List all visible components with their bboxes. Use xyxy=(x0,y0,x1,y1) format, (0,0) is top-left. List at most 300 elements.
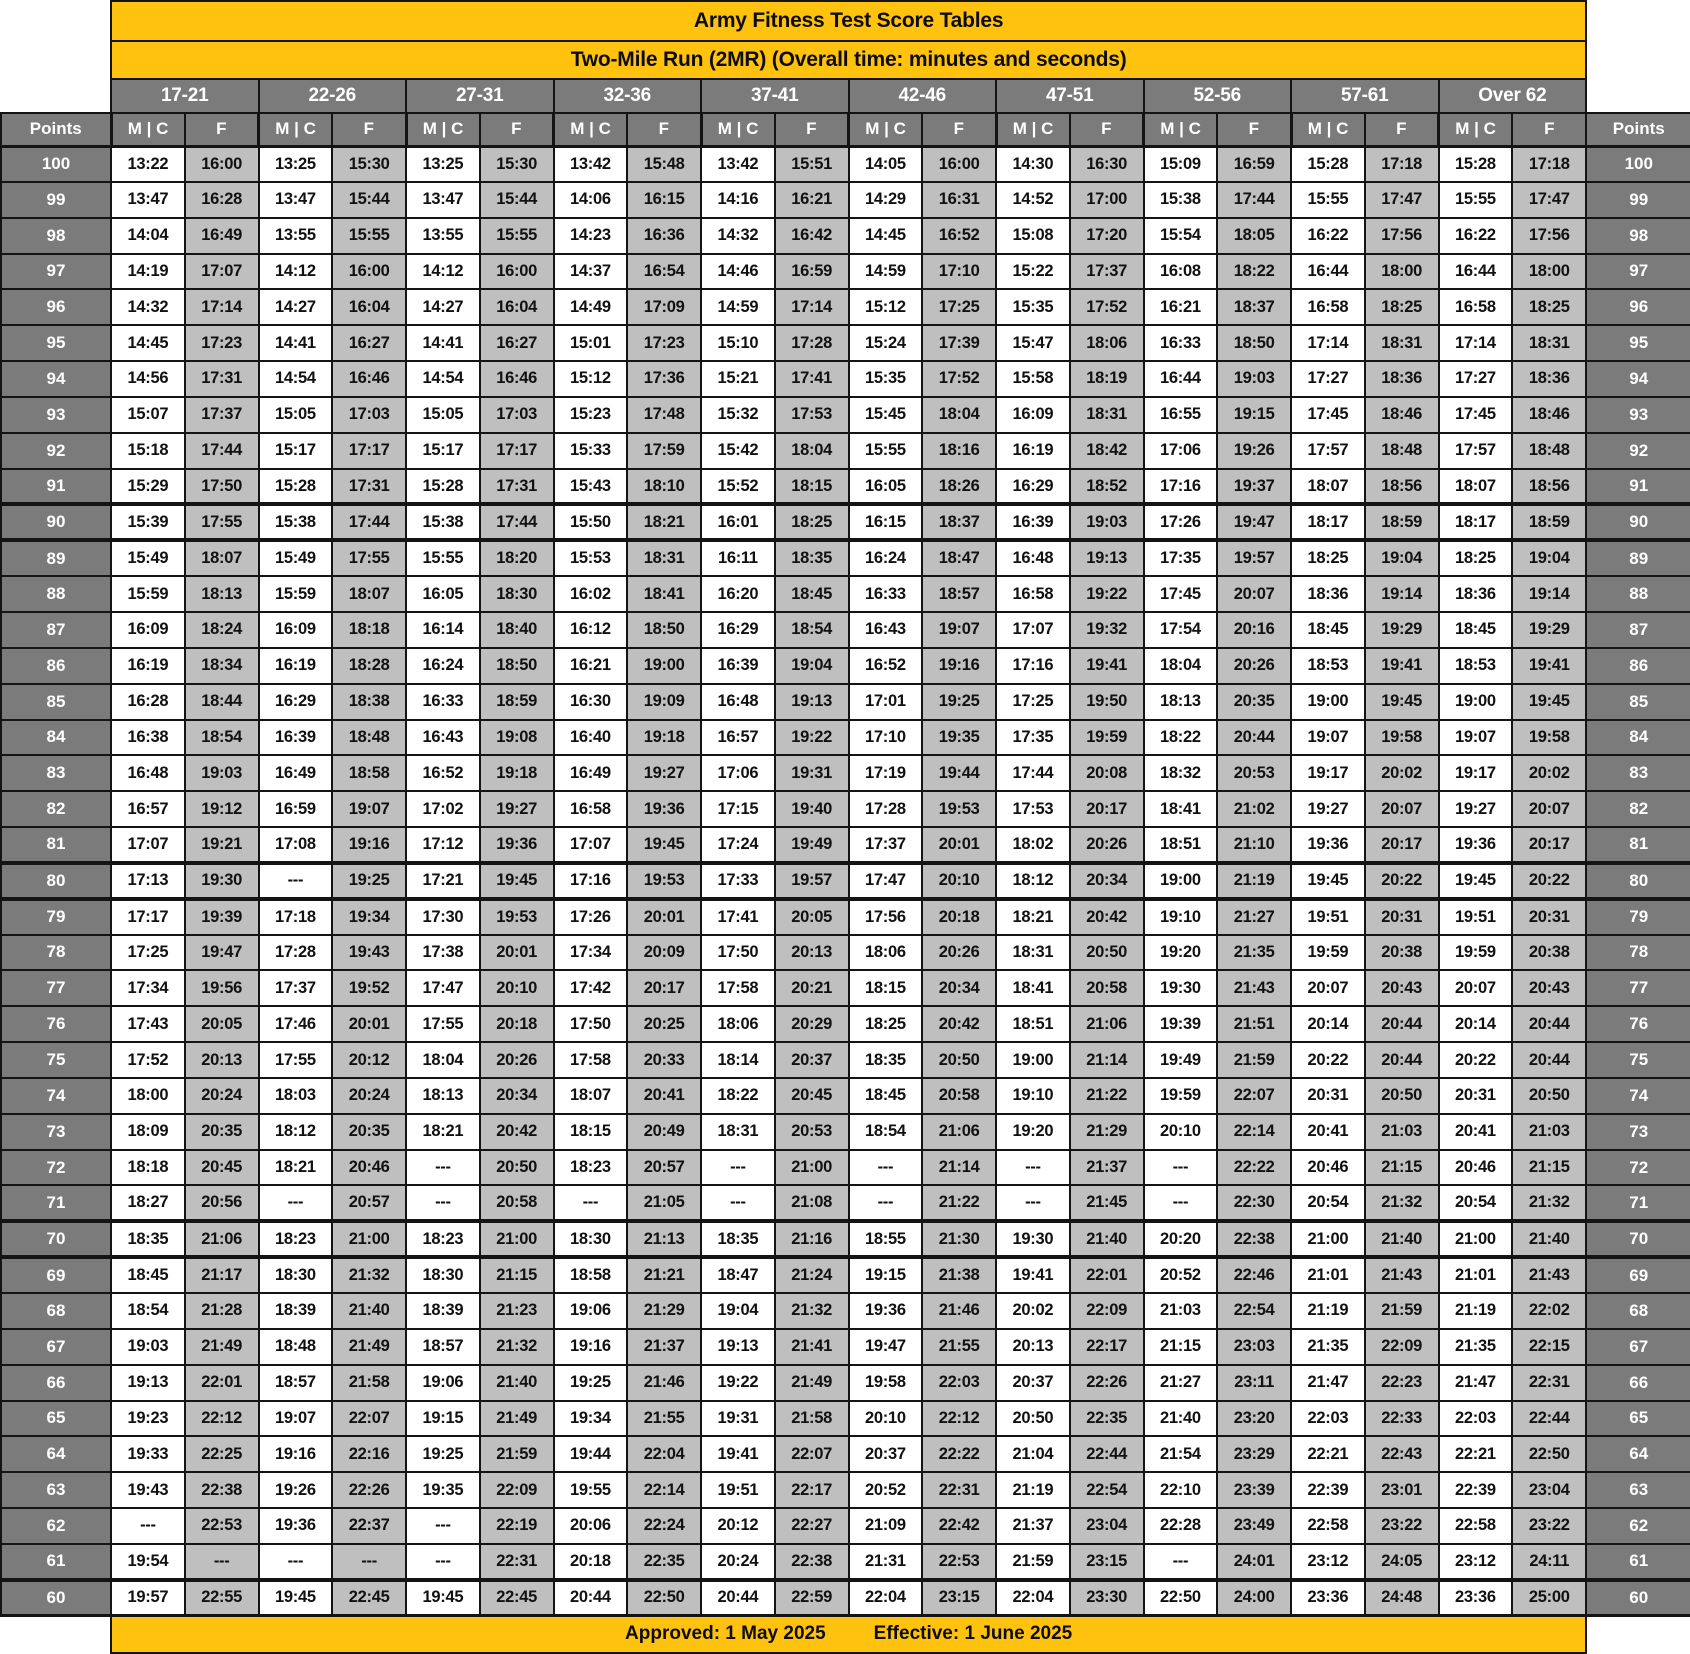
time-cell: 18:13 xyxy=(185,576,259,612)
time-cell: 20:50 xyxy=(996,1401,1070,1437)
time-cell: 20:22 xyxy=(1365,863,1439,899)
time-cell: 20:58 xyxy=(480,1185,554,1221)
time-cell: 22:50 xyxy=(1512,1436,1586,1472)
time-cell: 17:45 xyxy=(1144,576,1218,612)
time-cell: 19:31 xyxy=(775,755,849,791)
table-row xyxy=(1,576,1690,612)
time-cell: 20:10 xyxy=(922,863,996,899)
time-cell: 13:55 xyxy=(406,218,480,254)
time-cell: 18:45 xyxy=(849,1078,923,1114)
time-cell: 16:00 xyxy=(480,254,554,290)
time-cell: 17:56 xyxy=(849,899,923,935)
points-cell-right: 76 xyxy=(1586,1006,1690,1042)
time-cell: 14:54 xyxy=(259,361,333,397)
time-cell: 19:25 xyxy=(554,1365,628,1401)
time-cell: 20:31 xyxy=(1365,899,1439,935)
time-cell: 16:44 xyxy=(1144,361,1218,397)
points-cell-right: 61 xyxy=(1586,1544,1690,1580)
time-cell: 23:12 xyxy=(1291,1544,1365,1580)
time-cell: 19:18 xyxy=(480,755,554,791)
mc-header: M | C xyxy=(701,113,775,146)
time-cell: 19:04 xyxy=(1512,540,1586,576)
time-cell: 21:55 xyxy=(627,1401,701,1437)
time-cell: 15:12 xyxy=(849,289,923,325)
time-cell: 18:35 xyxy=(849,1042,923,1078)
table-row xyxy=(1,648,1690,684)
time-cell: 17:25 xyxy=(111,935,185,971)
time-cell: 21:15 xyxy=(1365,1150,1439,1186)
time-cell: 15:38 xyxy=(406,504,480,540)
time-cell: 17:14 xyxy=(1291,325,1365,361)
time-cell: 21:35 xyxy=(1217,935,1291,971)
time-cell: 20:54 xyxy=(1439,1185,1513,1221)
time-cell: 21:46 xyxy=(627,1365,701,1401)
time-cell: 19:33 xyxy=(111,1436,185,1472)
time-cell: 21:05 xyxy=(627,1185,701,1221)
table-row xyxy=(1,218,1690,254)
time-cell: 22:54 xyxy=(1217,1293,1291,1329)
time-cell: 21:03 xyxy=(1512,1114,1586,1150)
time-cell: 17:06 xyxy=(1144,433,1218,469)
time-cell: 22:45 xyxy=(332,1580,406,1616)
time-cell: 17:25 xyxy=(922,289,996,325)
time-cell: 16:12 xyxy=(554,612,628,648)
time-cell: 20:01 xyxy=(922,827,996,863)
time-cell: 20:25 xyxy=(627,1006,701,1042)
time-cell: 17:27 xyxy=(1291,361,1365,397)
time-cell: 21:03 xyxy=(1365,1114,1439,1150)
time-cell: 23:29 xyxy=(1217,1436,1291,1472)
time-cell: 17:07 xyxy=(185,254,259,290)
time-cell: 19:39 xyxy=(1144,1006,1218,1042)
time-cell: 19:44 xyxy=(554,1436,628,1472)
time-cell: 18:47 xyxy=(922,540,996,576)
time-cell: 18:31 xyxy=(701,1114,775,1150)
time-cell: 19:07 xyxy=(1439,720,1513,756)
time-cell: 22:14 xyxy=(1217,1114,1291,1150)
time-cell: 16:44 xyxy=(1439,254,1513,290)
time-cell: 23:39 xyxy=(1217,1472,1291,1508)
time-cell: 16:30 xyxy=(1070,146,1144,182)
time-cell: --- xyxy=(849,1150,923,1186)
time-cell: 16:52 xyxy=(849,648,923,684)
time-cell: 17:57 xyxy=(1291,433,1365,469)
time-cell: 19:29 xyxy=(1512,612,1586,648)
time-cell: 16:46 xyxy=(332,361,406,397)
time-cell: 20:17 xyxy=(627,970,701,1006)
time-cell: 21:14 xyxy=(922,1150,996,1186)
time-cell: 21:55 xyxy=(922,1329,996,1365)
time-cell: 15:05 xyxy=(406,397,480,433)
points-cell-left: 66 xyxy=(1,1365,111,1401)
time-cell: 16:05 xyxy=(849,469,923,505)
time-cell: 22:37 xyxy=(332,1508,406,1544)
time-cell: 17:02 xyxy=(406,791,480,827)
time-cell: 16:43 xyxy=(406,720,480,756)
points-cell-left: 69 xyxy=(1,1257,111,1293)
time-cell: 18:30 xyxy=(259,1257,333,1293)
time-cell: 22:38 xyxy=(185,1472,259,1508)
time-cell: 19:25 xyxy=(332,863,406,899)
time-cell: 17:30 xyxy=(406,899,480,935)
time-cell: 18:15 xyxy=(554,1114,628,1150)
time-cell: 18:40 xyxy=(480,612,554,648)
time-cell: 18:06 xyxy=(701,1006,775,1042)
points-cell-left: 89 xyxy=(1,540,111,576)
time-cell: 19:03 xyxy=(111,1329,185,1365)
points-cell-right: 98 xyxy=(1586,218,1690,254)
time-cell: 19:59 xyxy=(1439,935,1513,971)
table-row xyxy=(1,1150,1690,1186)
time-cell: 19:41 xyxy=(1365,648,1439,684)
points-cell-left: 81 xyxy=(1,827,111,863)
time-cell: 17:55 xyxy=(185,504,259,540)
time-cell: 18:25 xyxy=(1439,540,1513,576)
points-header-right: Points xyxy=(1586,113,1690,146)
time-cell: 19:53 xyxy=(922,791,996,827)
time-cell: 18:31 xyxy=(627,540,701,576)
table-row xyxy=(1,1257,1690,1293)
time-cell: 16:42 xyxy=(775,218,849,254)
time-cell: 17:37 xyxy=(849,827,923,863)
points-cell-right: 91 xyxy=(1586,469,1690,505)
mc-header: M | C xyxy=(1439,113,1513,146)
time-cell: 17:35 xyxy=(1144,540,1218,576)
points-cell-left: 98 xyxy=(1,218,111,254)
time-cell: 20:24 xyxy=(185,1078,259,1114)
time-cell: 22:42 xyxy=(922,1508,996,1544)
time-cell: 19:41 xyxy=(701,1436,775,1472)
time-cell: 19:53 xyxy=(627,863,701,899)
time-cell: 19:00 xyxy=(1291,684,1365,720)
time-cell: 18:19 xyxy=(1070,361,1144,397)
time-cell: 19:27 xyxy=(1439,791,1513,827)
time-cell: 20:53 xyxy=(1217,755,1291,791)
time-cell: 16:19 xyxy=(111,648,185,684)
table-row xyxy=(1,146,1690,182)
time-cell: 18:56 xyxy=(1365,469,1439,505)
time-cell: 18:45 xyxy=(775,576,849,612)
time-cell: 17:44 xyxy=(996,755,1070,791)
time-cell: 15:47 xyxy=(996,325,1070,361)
time-cell: 22:22 xyxy=(922,1436,996,1472)
time-cell: 18:56 xyxy=(1512,469,1586,505)
time-cell: 16:09 xyxy=(996,397,1070,433)
time-cell: 17:23 xyxy=(627,325,701,361)
age-group-header: 22-26 xyxy=(259,79,407,113)
time-cell: 17:47 xyxy=(849,863,923,899)
time-cell: 20:13 xyxy=(185,1042,259,1078)
time-cell: 16:46 xyxy=(480,361,554,397)
mc-header: M | C xyxy=(111,113,185,146)
time-cell: 20:01 xyxy=(480,935,554,971)
time-cell: 15:55 xyxy=(849,433,923,469)
points-cell-right: 84 xyxy=(1586,720,1690,756)
time-cell: 19:22 xyxy=(1070,576,1144,612)
time-cell: 17:03 xyxy=(332,397,406,433)
time-cell: 21:28 xyxy=(185,1293,259,1329)
time-cell: 16:01 xyxy=(701,504,775,540)
time-cell: 19:57 xyxy=(775,863,849,899)
time-cell: 19:17 xyxy=(1291,755,1365,791)
title-row xyxy=(1,1,1690,41)
time-cell: 20:54 xyxy=(1291,1185,1365,1221)
time-cell: 17:55 xyxy=(332,540,406,576)
time-cell: 20:37 xyxy=(849,1436,923,1472)
time-cell: 17:48 xyxy=(627,397,701,433)
points-cell-left: 75 xyxy=(1,1042,111,1078)
time-cell: 18:13 xyxy=(1144,684,1218,720)
table-row xyxy=(1,1365,1690,1401)
time-cell: 22:59 xyxy=(775,1580,849,1616)
time-cell: 19:41 xyxy=(1512,648,1586,684)
time-cell: 22:04 xyxy=(627,1436,701,1472)
time-cell: 23:20 xyxy=(1217,1401,1291,1437)
time-cell: 22:54 xyxy=(1070,1472,1144,1508)
time-cell: 20:44 xyxy=(1365,1042,1439,1078)
time-cell: 21:35 xyxy=(1291,1329,1365,1365)
time-cell: 21:49 xyxy=(332,1329,406,1365)
time-cell: 16:48 xyxy=(996,540,1070,576)
time-cell: 15:28 xyxy=(1439,146,1513,182)
time-cell: 22:04 xyxy=(849,1580,923,1616)
time-cell: 17:07 xyxy=(554,827,628,863)
time-cell: 14:59 xyxy=(701,289,775,325)
table-row xyxy=(1,182,1690,218)
time-cell: 13:22 xyxy=(111,146,185,182)
time-cell: 21:22 xyxy=(1070,1078,1144,1114)
points-cell-left: 87 xyxy=(1,612,111,648)
time-cell: 14:45 xyxy=(849,218,923,254)
time-cell: 14:27 xyxy=(406,289,480,325)
time-cell: 17:16 xyxy=(1144,469,1218,505)
time-cell: 19:23 xyxy=(111,1401,185,1437)
time-cell: 20:35 xyxy=(185,1114,259,1150)
time-cell: 15:38 xyxy=(259,504,333,540)
time-cell: 22:15 xyxy=(1512,1329,1586,1365)
time-cell: 19:00 xyxy=(1439,684,1513,720)
f-header: F xyxy=(185,113,259,146)
time-cell: 22:09 xyxy=(1365,1329,1439,1365)
time-cell: 17:18 xyxy=(259,899,333,935)
time-cell: 20:17 xyxy=(1070,791,1144,827)
points-cell-left: 90 xyxy=(1,504,111,540)
time-cell: 18:04 xyxy=(922,397,996,433)
time-cell: 17:34 xyxy=(111,970,185,1006)
time-cell: 15:12 xyxy=(554,361,628,397)
time-cell: 18:53 xyxy=(1439,648,1513,684)
time-cell: 18:50 xyxy=(1217,325,1291,361)
points-cell-left: 77 xyxy=(1,970,111,1006)
time-cell: 20:24 xyxy=(701,1544,775,1580)
time-cell: 19:07 xyxy=(332,791,406,827)
time-cell: 18:37 xyxy=(922,504,996,540)
time-cell: 20:26 xyxy=(922,935,996,971)
table-row xyxy=(1,1221,1690,1257)
time-cell: 20:10 xyxy=(480,970,554,1006)
time-cell: 15:59 xyxy=(111,576,185,612)
time-cell: 18:04 xyxy=(775,433,849,469)
points-cell-right: 92 xyxy=(1586,433,1690,469)
time-cell: 17:10 xyxy=(922,254,996,290)
time-cell: 17:44 xyxy=(332,504,406,540)
f-header: F xyxy=(1512,113,1586,146)
time-cell: 20:42 xyxy=(480,1114,554,1150)
page-title: Army Fitness Test Score Tables xyxy=(111,1,1586,41)
time-cell: 20:52 xyxy=(849,1472,923,1508)
time-cell: 17:19 xyxy=(849,755,923,791)
time-cell: 17:17 xyxy=(332,433,406,469)
time-cell: 18:36 xyxy=(1512,361,1586,397)
time-cell: 15:43 xyxy=(554,469,628,505)
time-cell: 18:03 xyxy=(259,1078,333,1114)
time-cell: 18:07 xyxy=(332,576,406,612)
time-cell: 17:42 xyxy=(554,970,628,1006)
table-row xyxy=(1,504,1690,540)
time-cell: 18:54 xyxy=(185,720,259,756)
time-cell: 15:44 xyxy=(332,182,406,218)
time-cell: 16:33 xyxy=(1144,325,1218,361)
time-cell: 19:07 xyxy=(922,612,996,648)
time-cell: 19:16 xyxy=(332,827,406,863)
time-cell: 16:21 xyxy=(554,648,628,684)
time-cell: 19:03 xyxy=(1070,504,1144,540)
time-cell: 19:07 xyxy=(259,1401,333,1437)
time-cell: 21:00 xyxy=(332,1221,406,1257)
time-cell: 21:06 xyxy=(185,1221,259,1257)
points-cell-left: 64 xyxy=(1,1436,111,1472)
time-cell: 20:44 xyxy=(1512,1042,1586,1078)
time-cell: 18:07 xyxy=(1439,469,1513,505)
time-cell: 20:44 xyxy=(554,1580,628,1616)
points-cell-right: 88 xyxy=(1586,576,1690,612)
time-cell: 16:49 xyxy=(259,755,333,791)
time-cell: 22:04 xyxy=(996,1580,1070,1616)
time-cell: 16:02 xyxy=(554,576,628,612)
time-cell: 22:50 xyxy=(1144,1580,1218,1616)
time-cell: 20:29 xyxy=(775,1006,849,1042)
time-cell: 20:43 xyxy=(1512,970,1586,1006)
time-cell: 15:10 xyxy=(701,325,775,361)
time-cell: 21:15 xyxy=(1512,1150,1586,1186)
points-cell-right: 81 xyxy=(1586,827,1690,863)
mc-header: M | C xyxy=(406,113,480,146)
table-row xyxy=(1,935,1690,971)
f-header: F xyxy=(627,113,701,146)
time-cell: 19:51 xyxy=(701,1472,775,1508)
time-cell: 18:34 xyxy=(185,648,259,684)
time-cell: 18:25 xyxy=(1512,289,1586,325)
time-cell: 20:24 xyxy=(332,1078,406,1114)
time-cell: 16:59 xyxy=(1217,146,1291,182)
time-cell: 15:42 xyxy=(701,433,775,469)
time-cell: 22:22 xyxy=(1217,1150,1291,1186)
time-cell: 20:22 xyxy=(1512,863,1586,899)
time-cell: 20:45 xyxy=(775,1078,849,1114)
time-cell: 16:39 xyxy=(259,720,333,756)
time-cell: 17:31 xyxy=(480,469,554,505)
time-cell: 22:43 xyxy=(1365,1436,1439,1472)
time-cell: 22:24 xyxy=(627,1508,701,1544)
time-cell: 21:29 xyxy=(627,1293,701,1329)
time-cell: 15:32 xyxy=(701,397,775,433)
time-cell: 22:01 xyxy=(185,1365,259,1401)
time-cell: 22:14 xyxy=(627,1472,701,1508)
time-cell: 18:57 xyxy=(922,576,996,612)
time-cell: 15:17 xyxy=(259,433,333,469)
time-cell: --- xyxy=(1144,1185,1218,1221)
time-cell: 19:45 xyxy=(406,1580,480,1616)
time-cell: 19:35 xyxy=(406,1472,480,1508)
time-cell: 14:05 xyxy=(849,146,923,182)
time-cell: 23:15 xyxy=(1070,1544,1144,1580)
time-cell: 16:44 xyxy=(1291,254,1365,290)
time-cell: 18:23 xyxy=(259,1221,333,1257)
points-cell-right: 72 xyxy=(1586,1150,1690,1186)
time-cell: 18:12 xyxy=(259,1114,333,1150)
table-row xyxy=(1,433,1690,469)
time-cell: 17:13 xyxy=(111,863,185,899)
time-cell: 20:02 xyxy=(996,1293,1070,1329)
time-cell: 15:23 xyxy=(554,397,628,433)
time-cell: 23:36 xyxy=(1291,1580,1365,1616)
time-cell: 18:48 xyxy=(1365,433,1439,469)
points-cell-right: 66 xyxy=(1586,1365,1690,1401)
time-cell: 20:58 xyxy=(922,1078,996,1114)
time-cell: 19:47 xyxy=(849,1329,923,1365)
f-header: F xyxy=(1070,113,1144,146)
time-cell: 22:55 xyxy=(185,1580,259,1616)
time-cell: 18:51 xyxy=(1144,827,1218,863)
time-cell: 16:04 xyxy=(332,289,406,325)
points-header-left: Points xyxy=(1,113,111,146)
time-cell: 16:58 xyxy=(1291,289,1365,325)
time-cell: 23:15 xyxy=(922,1580,996,1616)
points-cell-left: 80 xyxy=(1,863,111,899)
time-cell: 14:41 xyxy=(406,325,480,361)
time-cell: 19:00 xyxy=(996,1042,1070,1078)
time-cell: 18:39 xyxy=(259,1293,333,1329)
time-cell: 18:42 xyxy=(1070,433,1144,469)
time-cell: 19:27 xyxy=(1291,791,1365,827)
time-cell: 17:47 xyxy=(1512,182,1586,218)
time-cell: 18:23 xyxy=(406,1221,480,1257)
time-cell: 19:35 xyxy=(922,720,996,756)
time-cell: 17:21 xyxy=(406,863,480,899)
table-row xyxy=(1,1472,1690,1508)
time-cell: 19:53 xyxy=(480,899,554,935)
time-cell: 20:31 xyxy=(1512,899,1586,935)
points-cell-right: 78 xyxy=(1586,935,1690,971)
points-cell-right: 67 xyxy=(1586,1329,1690,1365)
time-cell: 17:41 xyxy=(775,361,849,397)
time-cell: 20:52 xyxy=(1144,1257,1218,1293)
time-cell: 15:55 xyxy=(1439,182,1513,218)
time-cell: 16:38 xyxy=(111,720,185,756)
time-cell: 22:58 xyxy=(1439,1508,1513,1544)
time-cell: 20:18 xyxy=(554,1544,628,1580)
time-cell: 21:00 xyxy=(1291,1221,1365,1257)
time-cell: 16:29 xyxy=(259,684,333,720)
time-cell: 15:49 xyxy=(259,540,333,576)
time-cell: 14:54 xyxy=(406,361,480,397)
time-cell: 19:56 xyxy=(185,970,259,1006)
time-cell: 18:07 xyxy=(554,1078,628,1114)
time-cell: 16:09 xyxy=(259,612,333,648)
time-cell: 17:01 xyxy=(849,684,923,720)
mc-header: M | C xyxy=(996,113,1070,146)
time-cell: 19:49 xyxy=(1144,1042,1218,1078)
